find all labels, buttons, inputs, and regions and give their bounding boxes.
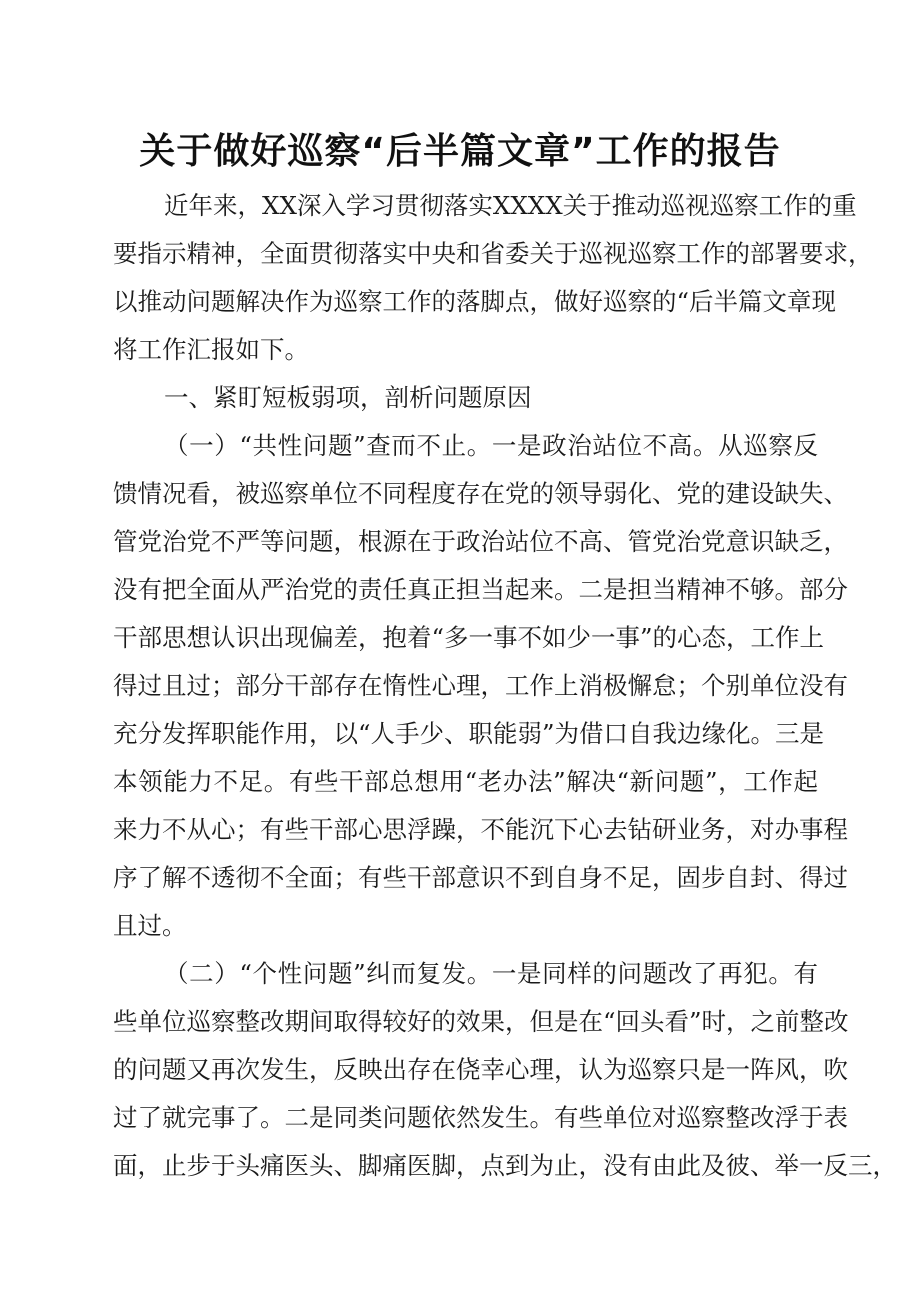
- paragraph-line: 干部思想认识出现偏差，抱着“多一事不如少一事”的心态，工作上: [113, 623, 825, 652]
- paragraph-line: 序了解不透彻不全面；有些干部意识不到自身不足，固步自封、得过: [113, 863, 848, 892]
- intro-line: 近年来，XX深入学习贯彻落实XXXX关于推动巡视巡察工作的重: [164, 191, 857, 220]
- paragraph-line: 得过且过；部分干部存在惰性心理，工作上消极懈怠；个别单位没有: [113, 671, 848, 700]
- paragraph-line: 馈情况看，被巡察单位不同程度存在党的领导弱化、党的建设缺失、: [113, 479, 848, 508]
- paragraph-line: 些单位巡察整改期间取得较好的效果，但是在“回头看”时，之前整改: [113, 1007, 849, 1036]
- paragraph-line: 面，止步于头痛医头、脚痛医脚，点到为止，没有由此及彼、举一反三，: [113, 1151, 897, 1180]
- intro-line: 将工作汇报如下。: [113, 335, 309, 364]
- intro-line: 以推动问题解决作为巡察工作的落脚点，做好巡察的“后半篇文章现: [113, 287, 837, 316]
- paragraph-line: 管党治党不严等问题，根源在于政治站位不高、管党治党意识缺乏，: [113, 527, 848, 556]
- document-title: 关于做好巡察“后半篇文章”工作的报告: [139, 131, 781, 172]
- paragraph-line: （二）“个性问题”纠而复发。一是同样的问题改了再犯。有: [164, 959, 818, 988]
- paragraph-line: 且过。: [113, 911, 187, 940]
- paragraph-line: 本领能力不足。有些干部总想用“老办法”解决“新问题”，工作起: [113, 767, 818, 796]
- intro-line: 要指示精神，全面贯彻落实中央和省委关于巡视巡察工作的部署要求，: [113, 239, 873, 268]
- paragraph-line: 的问题又再次发生，反映出存在侥幸心理，认为巡察只是一阵风，吹: [113, 1055, 848, 1084]
- paragraph-line: 过了就完事了。二是同类问题依然发生。有些单位对巡察整改浮于表: [113, 1103, 848, 1132]
- paragraph-line: 充分发挥职能作用，以“人手少、职能弱”为借口自我边缘化。三是: [113, 719, 825, 748]
- paragraph-line: （一）“共性问题”查而不止。一是政治站位不高。从巡察反: [164, 431, 818, 460]
- section-heading: 一、紧盯短板弱项，剖析问题原因: [164, 383, 532, 412]
- paragraph-line: 没有把全面从严治党的责任真正担当起来。二是担当精神不够。部分: [113, 575, 848, 604]
- paragraph-line: 来力不从心；有些干部心思浮躁，不能沉下心去钻研业务，对办事程: [113, 815, 848, 844]
